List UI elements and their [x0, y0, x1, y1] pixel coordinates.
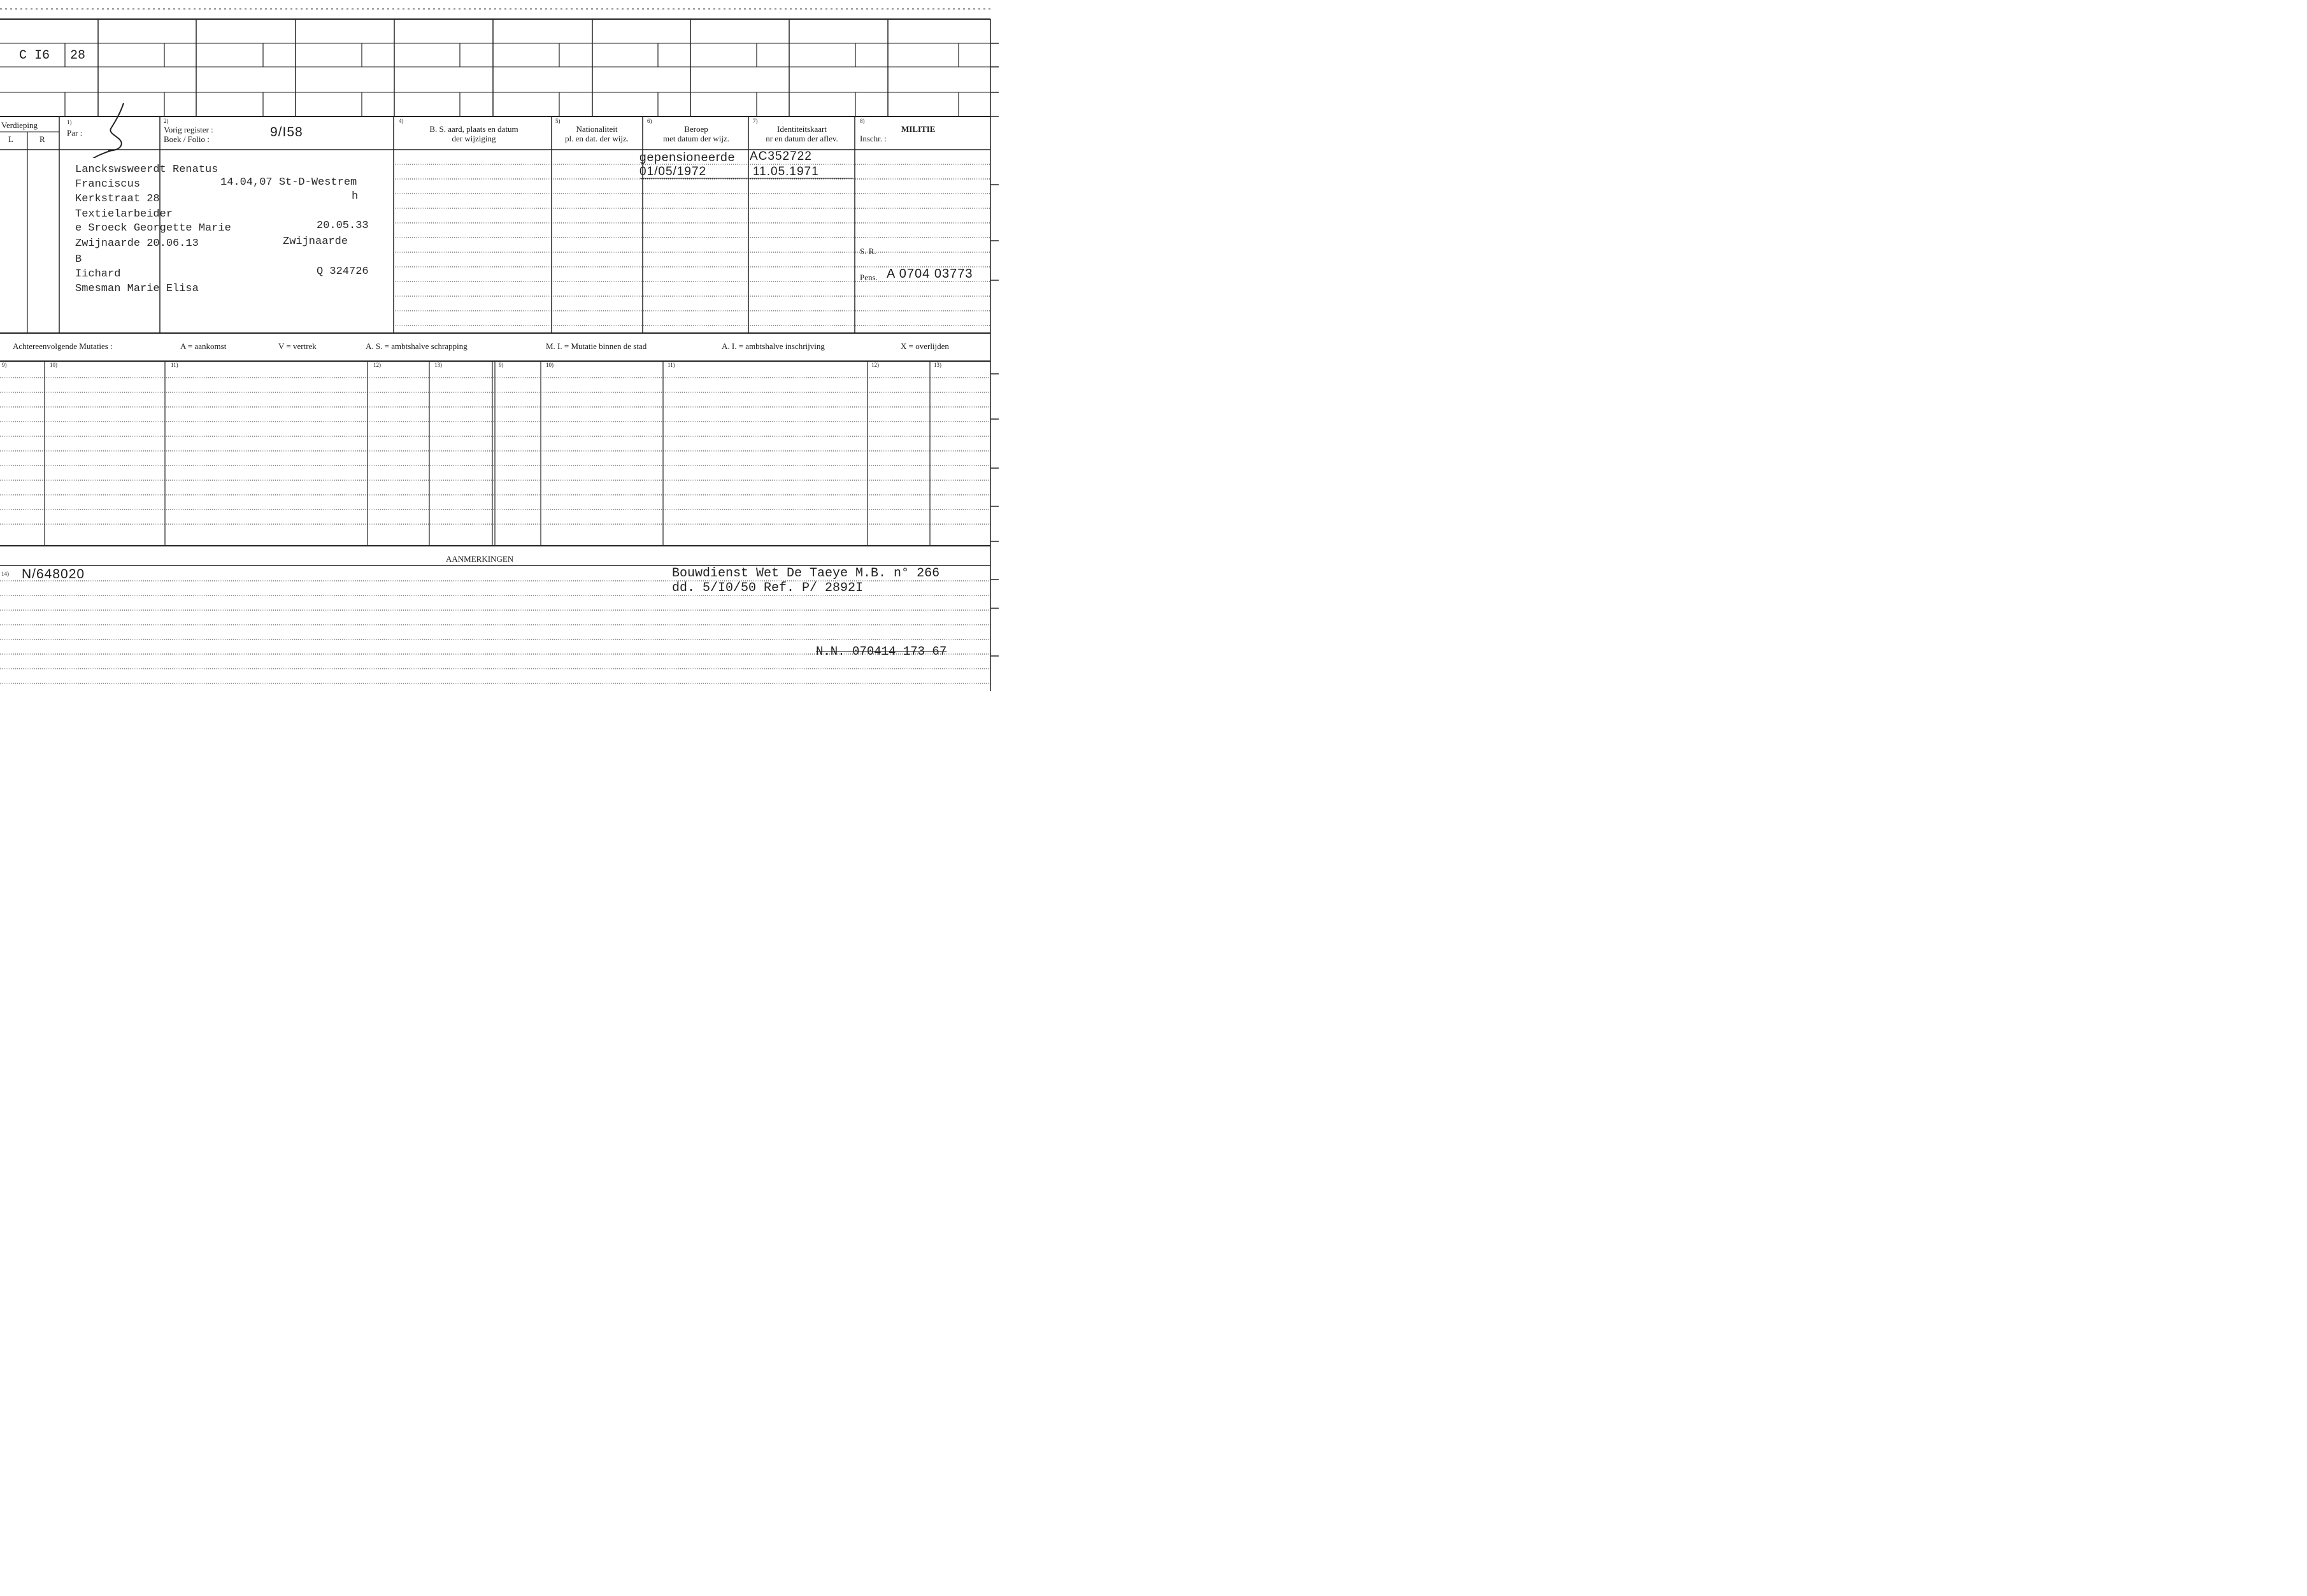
legend-inschrijving: A. I. = ambtshalve inschrijving	[722, 341, 825, 351]
pens-label: Pens.	[860, 273, 878, 282]
mut-col-11: 11)	[171, 362, 178, 368]
mut-col-9b: 9)	[499, 362, 504, 368]
mut-col-12: 12)	[373, 362, 381, 368]
id-label-2: nr en datum der aflev.	[766, 134, 838, 143]
aanmerkingen-title: AANMERKINGEN	[446, 554, 514, 564]
person-h: h	[352, 190, 359, 203]
mut-col-13b: 13)	[934, 362, 941, 368]
national-number: N.N. 070414 173 67	[816, 645, 947, 659]
person-birth: 14.04,07 St-D-Westrem	[220, 176, 357, 189]
mut-col-10b: 10)	[546, 362, 554, 368]
id-date: 11.05.1971	[753, 165, 819, 178]
id-number: AC352722	[750, 150, 812, 163]
legend-schrapping: A. S. = ambtshalve schrapping	[366, 341, 468, 351]
vorig-num: 2)	[164, 118, 169, 124]
mut-col-10: 10)	[50, 362, 57, 368]
mut-col-12b: 12)	[871, 362, 879, 368]
beroep-label-1: Beroep	[684, 124, 708, 134]
par-num: 1)	[67, 119, 72, 125]
spouse-place: Zwijnaarde	[283, 236, 348, 248]
aanmerkingen-line1: Bouwdienst Wet De Taeye M.B. n° 266	[672, 566, 940, 581]
militie-num: 8)	[860, 118, 865, 124]
id-num: 7)	[753, 118, 758, 124]
beroep-num: 6)	[647, 118, 652, 124]
beroep-date: 01/05/1972	[639, 165, 707, 178]
bs-label-1: B. S. aard, plaats en datum	[429, 124, 518, 134]
aanmerkingen-num: 14)	[1, 571, 9, 577]
vorig-label-2: Boek / Folio :	[164, 134, 210, 144]
person-mother: Smesman Marie Elisa	[75, 283, 199, 295]
spouse-date: 20.05.33	[317, 220, 369, 232]
par-label: Par :	[67, 128, 83, 138]
verdieping-r: R	[39, 134, 45, 144]
top-number: 28	[70, 48, 86, 63]
bs-label-2: der wijziging	[452, 134, 496, 143]
mut-col-9: 9)	[2, 362, 7, 368]
nat-label-2: pl. en dat. der wijz.	[565, 134, 629, 143]
person-address: Kerkstraat 28	[75, 193, 160, 205]
verdieping-label: Verdieping	[1, 120, 38, 130]
legend-overlijden: X = overlijden	[901, 341, 949, 351]
sr-label: S. R.	[860, 246, 876, 256]
bs-num: 4)	[399, 118, 404, 124]
person-richard: Iichard	[75, 268, 121, 280]
verdieping-l: L	[8, 134, 13, 144]
person-name: Lanckswsweerdt Renatus	[75, 164, 218, 176]
militie-title: MILITIE	[901, 124, 936, 134]
spouse-name: e Sroeck Georgette Marie	[75, 222, 231, 234]
beroep-value: gepensioneerde	[639, 151, 736, 164]
pens-value: A 0704 03773	[887, 267, 973, 281]
militie-inschr-label: Inschr. :	[860, 134, 887, 143]
beroep-label-2: met datum der wijz.	[663, 134, 729, 143]
legend-vertrek: V = vertrek	[278, 341, 317, 351]
aanmerkingen-code: N/648020	[22, 567, 85, 581]
person-q-number: Q 324726	[317, 266, 369, 278]
registry-card	[0, 0, 999, 691]
person-profession: Textielarbeider	[75, 208, 173, 220]
vorig-value: 9/I58	[270, 125, 303, 139]
par-value	[110, 126, 118, 139]
vorig-label-1: Vorig register :	[164, 125, 213, 134]
person-firstname: Franciscus	[75, 178, 141, 190]
top-code: C I6	[19, 48, 50, 63]
person-b: B	[75, 253, 82, 266]
mutaties-title: Achtereenvolgende Mutaties :	[13, 341, 113, 351]
mut-col-13: 13)	[434, 362, 442, 368]
aanmerkingen-line2: dd. 5/I0/50 Ref. P/ 2892I	[672, 581, 864, 595]
legend-mutatie: M. I. = Mutatie binnen de stad	[546, 341, 647, 351]
nat-label-1: Nationaliteit	[576, 124, 618, 134]
mut-col-11b: 11)	[668, 362, 675, 368]
par-handwritten-mark	[89, 101, 153, 158]
spouse-birth: Zwijnaarde 20.06.13	[75, 238, 199, 250]
legend-aankomst: A = aankomst	[180, 341, 227, 351]
id-label-1: Identiteitskaart	[777, 124, 827, 134]
nat-num: 5)	[555, 118, 561, 124]
